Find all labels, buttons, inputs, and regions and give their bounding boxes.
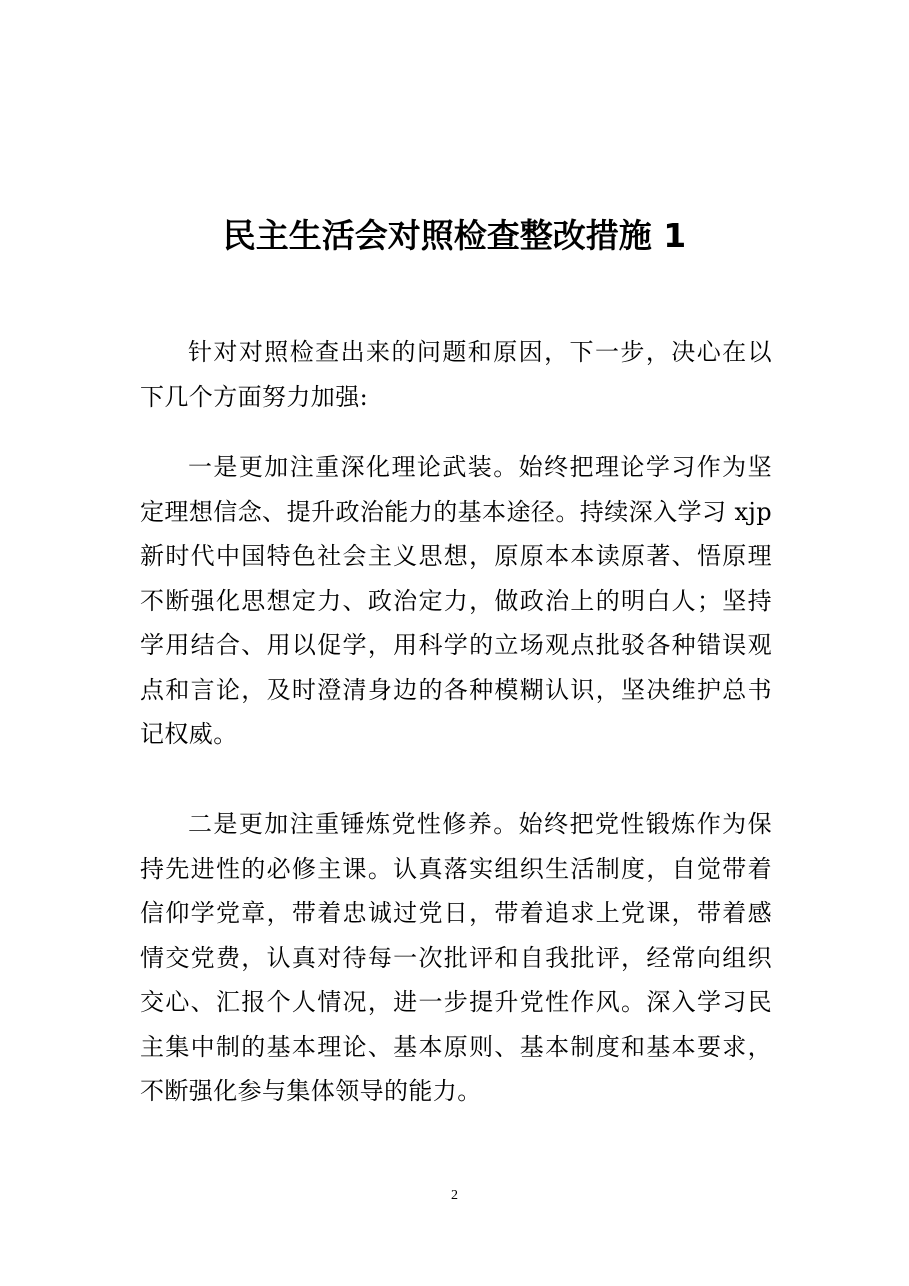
- page-number: 2: [451, 1188, 458, 1203]
- paragraph-theory: 一是更加注重深化理论武装。始终把理论学习作为坚定理想信念、提升政治能力的基本途径。持续深入学习 xjp 新时代中国特色社会主义思想，原原本本读原著、悟原理不断强化思想定力、政治定力，做政治上的明白人；坚持学用结合、用以促学，用科学的立场观点批驳各种错误观点和言论，及时澄清身边的各种模糊认识，坚决维护总书记权威。: [140, 453, 772, 748]
- document-title: 民主生活会对照检查整改措施 1: [222, 216, 687, 255]
- paragraph-intro: 针对对照检查出来的问题和原因，下一步，决心在以下几个方面努力加强:: [140, 338, 772, 411]
- paragraph-party-spirit: 二是更加注重锤炼党性修养。始终把党性锻炼作为保持先进性的必修主课。认真落实组织生活制度，自觉带着信仰学党章，带着忠诚过党日，带着追求上党课，带着感情交党费，认真对待每一次批评和自我批评，经常向组织交心、汇报个人情况，进一步提升党性作风。深入学习民主集中制的基本理论、基本原则、基本制度和基本要求，不断强化参与集体领导的能力。: [140, 810, 772, 1105]
